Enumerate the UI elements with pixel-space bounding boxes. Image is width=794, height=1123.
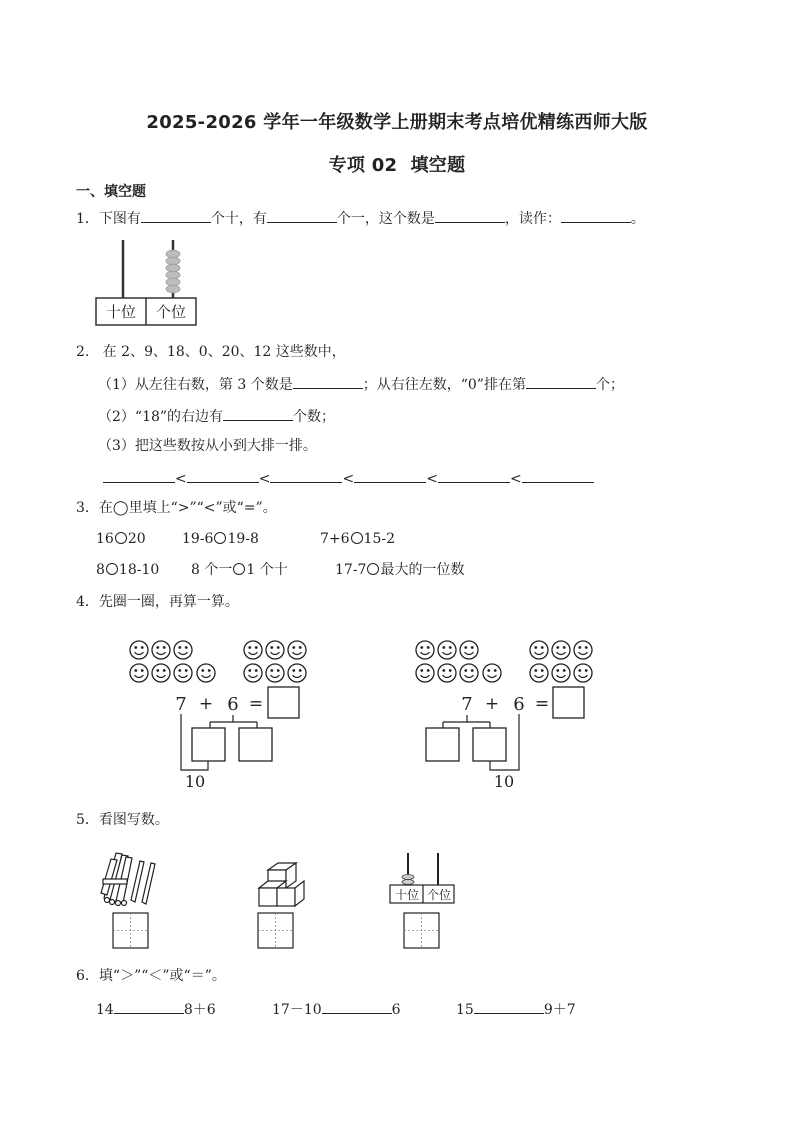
q2-order-row [103, 468, 594, 488]
compare-circle[interactable] [233, 563, 245, 575]
q1-blank-reading[interactable] [561, 208, 631, 223]
q1-blank-ones[interactable] [267, 208, 337, 223]
q2-s2b: 个数； [293, 409, 336, 425]
eq-equals: = [534, 694, 550, 714]
compare-circle[interactable] [214, 532, 226, 544]
q3-item [96, 561, 159, 579]
q6-right: 8＋6 [183, 1002, 216, 1018]
eq-equals: = [248, 694, 264, 714]
smiley-face-icons [416, 641, 592, 682]
q6-item [96, 999, 216, 1019]
q2-part-1 [98, 374, 624, 394]
ten-label: 10 [184, 772, 206, 791]
q3-item [182, 530, 259, 548]
q6-blank[interactable] [114, 999, 184, 1014]
page-subtitle: 专项 02 填空题 [328, 155, 466, 176]
q2-order-blank[interactable] [354, 468, 426, 483]
q2-s2a: （2）“18”的右边有 [98, 409, 224, 425]
q5-figure [96, 843, 466, 953]
lt-sign: < [342, 471, 355, 487]
q2-part-2 [98, 406, 335, 426]
q6-left: 15 [456, 1002, 474, 1018]
abacus-ones-label: 个位 [155, 303, 187, 321]
ten-label: 10 [493, 772, 515, 791]
stick-icons [131, 861, 155, 904]
eq-addend-a: 7 [461, 694, 473, 715]
compare-circle[interactable] [367, 563, 379, 575]
q3-left: 8 个一 [191, 562, 233, 578]
stick-bundle-icon [101, 853, 132, 906]
lt-sign: < [175, 471, 187, 487]
q2-order-blank[interactable] [522, 468, 594, 483]
question-1 [76, 208, 645, 228]
q1-text-2: 个十，有 [210, 211, 267, 227]
compare-circle[interactable] [351, 532, 363, 544]
q3-left: 7+6 [320, 531, 350, 547]
answer-box [553, 687, 584, 718]
q2-s1a: （1）从左往右数，第 3 个数是 [98, 377, 293, 393]
q3-right: 18-10 [118, 562, 160, 578]
q3-left: 16 [96, 531, 114, 547]
q3-right: 20 [127, 531, 146, 547]
eq-addend-b: 6 [227, 694, 239, 715]
q6-right: 6 [391, 1002, 401, 1018]
q3-right: 最大的一位数 [380, 562, 465, 578]
q2-stem: 2. 在 2、9、18、0、20、12 这些数中， [76, 344, 346, 360]
q1-blank-number[interactable] [435, 208, 505, 223]
q3-stem: 3．在◯里填上“>”“<”或“=”。 [76, 500, 277, 516]
q6-right: 9＋7 [543, 1002, 576, 1018]
lt-sign: < [426, 471, 438, 487]
eq-plus: + [198, 694, 214, 714]
q1-text-5: 。 [630, 211, 645, 227]
q3-right: 15-2 [363, 531, 395, 547]
q2-s1b: ；从右往左数，“0”排在第 [362, 377, 526, 393]
q2-order-blank[interactable] [270, 468, 342, 483]
compare-circle[interactable] [106, 563, 118, 575]
q2-s1c: 个； [595, 377, 624, 393]
cube-blocks-icon [259, 863, 304, 906]
q2-part-3: （3）把这些数按从小到大排一排。 [98, 438, 317, 454]
page-title: 2025-2026 学年一年级数学上册期末考点培优精练西师大版 [146, 112, 648, 133]
q6-left: 17－10 [272, 1002, 322, 1018]
lt-sign: < [509, 471, 522, 487]
q6-blank[interactable] [322, 999, 392, 1014]
eq-plus: + [484, 694, 500, 714]
answer-box [268, 687, 299, 718]
q6-stem: 6．填“＞”“＜”或“＝”。 [76, 968, 226, 984]
split-box [426, 728, 459, 761]
q1-text-1: 1．下图有 [76, 211, 141, 227]
small-abacus-tens: 十位 [394, 888, 420, 902]
section-heading: 一、填空题 [76, 184, 146, 200]
split-box [239, 728, 272, 761]
q3-item [96, 530, 146, 548]
q1-blank-tens[interactable] [141, 208, 211, 223]
q1-text-3: 个一，这个数是 [336, 211, 435, 227]
q3-left: 19-6 [182, 531, 214, 547]
q4-stem: 4．先圈一圈，再算一算。 [76, 594, 239, 610]
eq-addend-b: 6 [513, 694, 525, 715]
split-box [473, 728, 506, 761]
smiley-face-icons [130, 641, 306, 682]
compare-circle[interactable] [115, 532, 127, 544]
bead-icons [166, 250, 180, 293]
small-abacus-icon [390, 853, 454, 903]
q2-order-blank[interactable] [187, 468, 259, 483]
q1-abacus [94, 238, 200, 328]
lt-sign: < [258, 471, 271, 487]
q4-figure [96, 630, 641, 795]
q6-item [272, 999, 401, 1019]
q3-item [191, 561, 288, 579]
q2-blank-3[interactable] [223, 406, 293, 421]
abacus-tens-label: 十位 [105, 303, 137, 321]
q1-text-4: ，读作： [504, 211, 561, 227]
q2-order-blank[interactable] [438, 468, 510, 483]
q3-left: 17-7 [335, 562, 367, 578]
q6-blank[interactable] [474, 999, 544, 1014]
eq-addend-a: 7 [175, 694, 187, 715]
small-abacus-ones: 个位 [426, 888, 452, 902]
q2-order-blank[interactable] [103, 468, 175, 483]
q3-item [335, 561, 464, 579]
q6-left: 14 [96, 1002, 114, 1018]
q6-item [456, 999, 576, 1019]
q2-blank-1[interactable] [293, 374, 363, 389]
q3-right: 1 个十 [246, 562, 288, 578]
q2-blank-2[interactable] [526, 374, 596, 389]
split-box [192, 728, 225, 761]
q3-left: 8 [96, 562, 105, 578]
q5-stem: 5．看图写数。 [76, 812, 169, 828]
q3-right: 19-8 [227, 531, 259, 547]
q3-item [320, 530, 395, 548]
